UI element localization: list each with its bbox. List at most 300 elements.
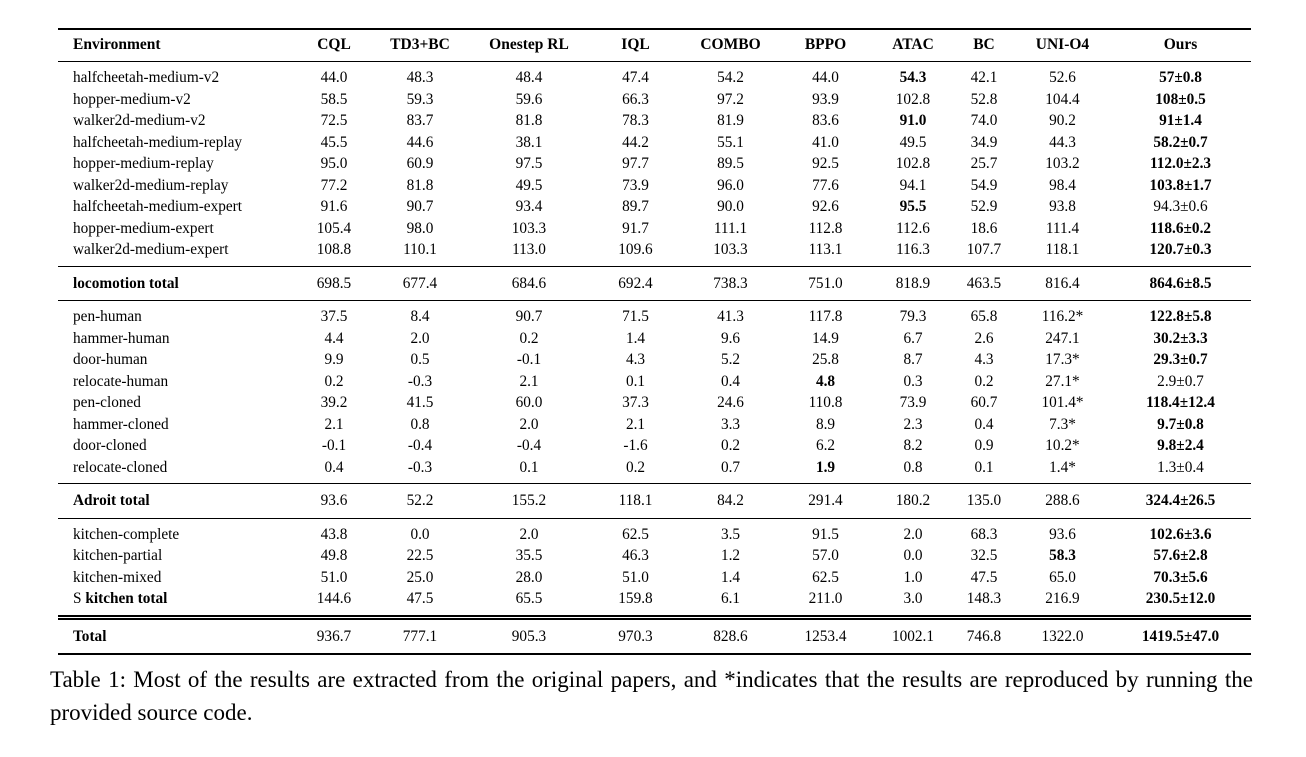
value-cell: -1.6 (623, 437, 648, 454)
value-cell: 41.3 (683, 301, 778, 328)
value-cell: 98.4 (1049, 176, 1076, 194)
column-header: Ours (1163, 36, 1198, 53)
value-cell: 57.6±2.8 (1153, 547, 1208, 564)
value-cell: 1322.0 (1015, 617, 1110, 654)
value-cell: -0.1 (321, 437, 347, 454)
value-cell: 94.3±0.6 (1153, 198, 1208, 215)
value-cell: 89.5 (717, 155, 744, 172)
value-cell: -0.3 (407, 458, 433, 476)
value-cell: 72.5 (320, 112, 348, 129)
value-cell: 105.4 (316, 219, 352, 237)
environment-cell: pen-human (58, 301, 298, 328)
value-cell: 91.6 (320, 198, 348, 215)
value-cell: 0.1 (519, 458, 539, 476)
value-cell: 73.9 (899, 394, 927, 411)
value-cell: 65.0 (1049, 568, 1076, 586)
value-cell: 65.5 (515, 590, 543, 607)
environment-cell: relocate-human (73, 372, 169, 390)
value-cell: 60.7 (970, 394, 998, 411)
value-cell: 49.5 (515, 176, 543, 194)
value-cell: 7.3* (1049, 415, 1076, 433)
value-cell: 0.5 (410, 351, 430, 368)
value-cell: 93.6 (1015, 518, 1110, 545)
value-cell: 463.5 (953, 266, 1015, 301)
value-cell: 77.2 (320, 176, 348, 194)
value-cell: 818.9 (873, 266, 953, 301)
environment-cell: kitchen-mixed (73, 568, 162, 586)
value-cell: 66.3 (622, 90, 649, 108)
value-cell: 2.0 (873, 518, 953, 545)
value-cell: 0.7 (720, 458, 741, 476)
column-header: ATAC (892, 36, 934, 53)
value-cell: 47.5 (970, 568, 998, 586)
value-cell: 44.6 (406, 133, 434, 151)
value-cell: 0.4 (324, 458, 344, 476)
value-cell: 247.1 (1045, 329, 1080, 347)
value-cell: -0.3 (407, 372, 433, 390)
value-cell: 122.8±5.8 (1110, 301, 1251, 328)
value-cell: 112.6 (896, 219, 930, 237)
value-cell: 4.4 (324, 329, 344, 347)
value-cell: 44.0 (812, 69, 839, 86)
value-cell: 81.8 (515, 112, 543, 129)
value-cell: 44.2 (622, 133, 649, 151)
environment-cell: door-cloned (73, 437, 147, 454)
value-cell: 91±1.4 (1159, 112, 1202, 129)
value-cell: 51.0 (622, 568, 649, 586)
table-row (58, 266, 1251, 301)
value-cell: 1253.4 (778, 617, 873, 654)
value-cell: 0.1 (625, 372, 646, 390)
column-header: COMBO (700, 36, 761, 53)
value-cell: 936.7 (298, 617, 370, 654)
value-cell: 57.0 (812, 547, 839, 564)
value-cell: 1.9 (815, 458, 836, 476)
value-cell: 103.3 (713, 241, 748, 258)
value-cell: 102.8 (895, 90, 931, 108)
value-cell: 79.3 (873, 301, 953, 328)
environment-cell: Total (58, 617, 298, 654)
column-header: UNI-O4 (1035, 36, 1090, 53)
value-cell: 3.5 (683, 518, 778, 545)
value-cell: 38.1 (515, 133, 543, 151)
environment-cell: door-human (73, 351, 148, 368)
value-cell: 28.0 (515, 568, 543, 586)
value-cell: 58.3 (1049, 547, 1076, 564)
value-cell: 1419.5±47.0 (1110, 617, 1251, 654)
value-cell: 751.0 (778, 266, 873, 301)
value-cell: 98.0 (406, 219, 434, 237)
value-cell: 9.8±2.4 (1157, 437, 1204, 454)
value-cell: 2.0 (470, 518, 588, 545)
value-cell: 44.0 (320, 69, 348, 86)
table-row (58, 518, 1251, 545)
value-cell: 4.3 (974, 351, 994, 368)
value-cell: 52.8 (970, 90, 998, 108)
value-cell: 17.3* (1045, 351, 1080, 368)
value-cell: 107.7 (966, 241, 1002, 258)
value-cell: 0.2 (974, 372, 994, 390)
value-cell: 1002.1 (873, 617, 953, 654)
value-cell: 101.4* (1041, 394, 1084, 411)
value-cell: 83.7 (406, 112, 434, 129)
value-cell: 73.9 (622, 176, 649, 194)
value-cell: 91.7 (622, 219, 649, 237)
value-cell: 159.8 (618, 590, 653, 607)
value-cell: 25.8 (812, 351, 839, 368)
environment-cell: hammer-cloned (73, 415, 169, 433)
table-row (58, 62, 1251, 89)
environment-cell: Adroit total (58, 484, 298, 519)
environment-cell: walker2d-medium-v2 (73, 112, 206, 129)
value-cell: 93.4 (515, 198, 543, 215)
value-cell: 9.9 (324, 351, 344, 368)
environment-cell: hopper-medium-replay (73, 155, 214, 172)
value-cell: 95.5 (899, 198, 927, 215)
value-cell: 103.2 (1045, 155, 1080, 172)
value-cell: 0.2 (625, 458, 646, 476)
value-cell: 2.1 (625, 415, 646, 433)
value-cell: 738.3 (683, 266, 778, 301)
value-cell: 58.5 (320, 90, 348, 108)
value-cell: 180.2 (873, 484, 953, 519)
value-cell: 8.9 (815, 415, 836, 433)
environment-cell: kitchen-complete (58, 518, 298, 545)
value-cell: 95.0 (320, 155, 348, 172)
value-cell: 4.3 (625, 351, 646, 368)
value-cell: 60.0 (515, 394, 543, 411)
value-cell: 48.3 (406, 69, 434, 86)
value-cell: 24.6 (717, 394, 744, 411)
value-cell: 81.8 (406, 176, 434, 194)
environment-cell: halfcheetah-medium-replay (73, 133, 243, 151)
value-cell: 677.4 (370, 266, 470, 301)
value-cell: 58.2±0.7 (1153, 133, 1208, 151)
value-cell: 2.1 (324, 415, 344, 433)
value-cell: 118.1 (588, 484, 683, 519)
table-header (58, 29, 1251, 62)
value-cell: 1.0 (903, 568, 923, 586)
environment-cell: S kitchen total (73, 590, 168, 607)
value-cell: 211.0 (808, 590, 843, 607)
environment-cell: halfcheetah-medium-expert (73, 198, 243, 215)
value-cell: 59.3 (406, 90, 434, 108)
value-cell: 41.5 (406, 394, 434, 411)
value-cell: 65.8 (953, 301, 1015, 328)
value-cell: 291.4 (778, 484, 873, 519)
value-cell: -0.4 (516, 437, 542, 454)
value-cell: 1.2 (720, 547, 741, 564)
table-row (58, 457, 1251, 484)
value-cell: 92.6 (812, 198, 839, 215)
value-cell: 42.1 (970, 69, 998, 86)
value-cell: 692.4 (588, 266, 683, 301)
value-cell: 109.6 (618, 241, 653, 258)
value-cell: 57±0.8 (1159, 69, 1202, 86)
value-cell: -0.4 (407, 437, 433, 454)
value-cell: 10.2* (1045, 437, 1080, 454)
value-cell: 111.1 (713, 219, 748, 237)
table-row (58, 371, 1251, 393)
value-cell: 62.5 (812, 568, 839, 586)
value-cell: 9.6 (720, 329, 741, 347)
environment-cell: hopper-medium-v2 (73, 90, 191, 108)
value-cell: 113.0 (512, 241, 546, 258)
value-cell: 70.3±5.6 (1153, 568, 1208, 586)
environment-cell: relocate-cloned (73, 458, 168, 476)
value-cell: 55.1 (717, 133, 744, 151)
value-cell: 3.3 (720, 415, 741, 433)
value-cell: 155.2 (470, 484, 588, 519)
value-cell: 2.0 (519, 415, 539, 433)
value-cell: 0.4 (974, 415, 994, 433)
value-cell: 34.9 (970, 133, 998, 151)
value-cell: 91.5 (778, 518, 873, 545)
column-header: Onestep RL (489, 36, 569, 53)
value-cell: 108±0.5 (1155, 90, 1206, 108)
value-cell: 30.2±3.3 (1153, 329, 1208, 347)
value-cell: 51.0 (320, 568, 348, 586)
value-cell: 905.3 (470, 617, 588, 654)
value-cell: 71.5 (588, 301, 683, 328)
environment-cell: pen-cloned (73, 394, 141, 411)
value-cell: 54.2 (717, 69, 744, 86)
table-row (58, 196, 1251, 218)
value-cell: 18.6 (970, 219, 998, 237)
value-cell: 0.2 (519, 329, 539, 347)
value-cell: 112.0±2.3 (1149, 155, 1212, 172)
value-cell: 90.0 (717, 198, 744, 215)
value-cell: 120.7±0.3 (1149, 241, 1212, 258)
value-cell: 1.4 (720, 568, 741, 586)
value-cell: 27.1* (1045, 372, 1080, 390)
value-cell: 0.8 (410, 415, 430, 433)
value-cell: 14.9 (812, 329, 839, 347)
value-cell: 90.7 (470, 301, 588, 328)
value-cell: 216.9 (1045, 590, 1080, 607)
value-cell: 29.3±0.7 (1153, 351, 1208, 368)
value-cell: 49.5 (899, 133, 927, 151)
value-cell: 59.6 (515, 90, 543, 108)
column-header: CQL (317, 36, 351, 53)
value-cell: 0.0 (903, 547, 923, 564)
value-cell: 97.2 (717, 90, 744, 108)
value-cell: 25.7 (970, 155, 998, 172)
value-cell: 0.2 (720, 437, 741, 454)
value-cell: 54.9 (970, 176, 998, 194)
value-cell: 1.4* (1049, 458, 1076, 476)
value-cell: 116.3 (896, 241, 930, 258)
value-cell: 113.1 (808, 241, 843, 258)
table-row (58, 617, 1251, 654)
value-cell: 97.5 (515, 155, 543, 172)
value-cell: 47.5 (406, 590, 434, 607)
column-header: BPPO (804, 36, 847, 53)
value-cell: 8.2 (903, 437, 923, 454)
value-cell: 47.4 (622, 69, 649, 86)
value-cell: 37.3 (622, 394, 649, 411)
environment-cell: hopper-medium-expert (73, 219, 214, 237)
value-cell: 746.8 (953, 617, 1015, 654)
table-row (58, 301, 1251, 328)
value-cell: 35.5 (515, 547, 543, 564)
value-cell: 148.3 (966, 590, 1002, 607)
value-cell: 22.5 (406, 547, 434, 564)
value-cell: 0.8 (903, 458, 923, 476)
environment-cell: kitchen-partial (73, 547, 163, 564)
value-cell: 52.9 (970, 198, 998, 215)
value-cell: 62.5 (588, 518, 683, 545)
value-cell: 49.8 (320, 547, 348, 564)
value-cell: 60.9 (406, 155, 434, 172)
value-cell: 288.6 (1015, 484, 1110, 519)
value-cell: 102.6±3.6 (1110, 518, 1251, 545)
column-header: IQL (621, 36, 650, 53)
value-cell: 0.1 (974, 458, 994, 476)
table-row (58, 435, 1251, 457)
value-cell: 5.2 (720, 351, 741, 368)
value-cell: 135.0 (953, 484, 1015, 519)
value-cell: 118.4±12.4 (1146, 394, 1215, 411)
table-row (58, 110, 1251, 132)
value-cell: 2.9±0.7 (1157, 372, 1204, 390)
value-cell: 89.7 (622, 198, 649, 215)
value-cell: 41.0 (812, 133, 839, 151)
value-cell: 2.3 (903, 415, 923, 433)
column-header: Environment (73, 36, 161, 53)
value-cell: 84.2 (683, 484, 778, 519)
value-cell: 103.3 (511, 219, 547, 237)
value-cell: 52.6 (1049, 69, 1076, 86)
value-cell: 864.6±8.5 (1110, 266, 1251, 301)
value-cell: 43.8 (298, 518, 370, 545)
value-cell: 1.3±0.4 (1157, 458, 1204, 476)
value-cell: 54.3 (899, 69, 927, 86)
value-cell: 1.4 (625, 329, 646, 347)
table-caption: Table 1: Most of the results are extracted from the original papers, and *indicates that the results are reproduced by running the provided source code. (50, 667, 1253, 725)
table-row (58, 89, 1251, 111)
value-cell: 777.1 (370, 617, 470, 654)
value-cell: 8.7 (903, 351, 923, 368)
value-cell: 46.3 (622, 547, 649, 564)
table-row (58, 218, 1251, 240)
table-row (58, 567, 1251, 589)
value-cell: 78.3 (622, 112, 649, 129)
value-cell: 93.8 (1049, 198, 1076, 215)
value-cell: 816.4 (1015, 266, 1110, 301)
value-cell: 93.6 (298, 484, 370, 519)
value-cell: 698.5 (298, 266, 370, 301)
value-cell: 103.8±1.7 (1149, 176, 1212, 194)
value-cell: 68.3 (953, 518, 1015, 545)
value-cell: 90.7 (406, 198, 434, 215)
value-cell: 104.4 (1045, 90, 1080, 108)
value-cell: 117.8 (778, 301, 873, 328)
environment-cell: walker2d-medium-expert (73, 241, 229, 258)
value-cell: 45.5 (320, 133, 348, 151)
value-cell: 111.4 (1045, 219, 1080, 237)
value-cell: 6.1 (720, 590, 741, 607)
value-cell: 96.0 (717, 176, 744, 194)
value-cell: 94.1 (899, 176, 927, 194)
table-row (58, 545, 1251, 567)
value-cell: 37.5 (298, 301, 370, 328)
value-cell: 118.6±0.2 (1149, 219, 1212, 237)
value-cell: 90.2 (1049, 112, 1076, 129)
value-cell: 81.9 (717, 112, 744, 129)
value-cell: 93.9 (812, 90, 839, 108)
value-cell: 39.2 (320, 394, 348, 411)
value-cell: 0.0 (370, 518, 470, 545)
results-table (58, 28, 1251, 655)
environment-cell: hammer-human (73, 329, 170, 347)
value-cell: 2.1 (519, 372, 539, 390)
value-cell: 6.7 (903, 329, 923, 347)
value-cell: 970.3 (588, 617, 683, 654)
value-cell: 9.7±0.8 (1157, 415, 1204, 433)
value-cell: 324.4±26.5 (1110, 484, 1251, 519)
table-row (58, 175, 1251, 197)
table-row (58, 484, 1251, 519)
value-cell: 44.3 (1049, 133, 1076, 151)
column-header: TD3+BC (390, 36, 450, 53)
header-row (58, 29, 1251, 62)
value-cell: 92.5 (812, 155, 839, 172)
table-row (58, 328, 1251, 350)
value-cell: -0.1 (516, 351, 542, 368)
value-cell: 102.8 (895, 155, 931, 172)
table-row (58, 392, 1251, 414)
environment-cell: halfcheetah-medium-v2 (73, 69, 220, 86)
value-cell: 684.6 (470, 266, 588, 301)
value-cell: 3.0 (903, 590, 923, 607)
environment-cell: locomotion total (58, 266, 298, 301)
value-cell: 97.7 (622, 155, 649, 172)
table-row (58, 349, 1251, 371)
value-cell: 230.5±12.0 (1145, 590, 1216, 607)
value-cell: 77.6 (812, 176, 839, 194)
value-cell: 6.2 (815, 437, 836, 454)
environment-cell: walker2d-medium-replay (73, 176, 229, 194)
value-cell: 48.4 (515, 69, 543, 86)
value-cell: 32.5 (970, 547, 998, 564)
value-cell: 144.6 (316, 590, 352, 607)
value-cell: 116.2* (1015, 301, 1110, 328)
table-row (58, 132, 1251, 154)
value-cell: 0.4 (720, 372, 741, 390)
value-cell: 2.6 (974, 329, 994, 347)
value-cell: 112.8 (808, 219, 843, 237)
value-cell: 0.9 (974, 437, 994, 454)
value-cell: 52.2 (370, 484, 470, 519)
value-cell: 83.6 (812, 112, 839, 129)
table-row (58, 588, 1251, 617)
value-cell: 110.1 (403, 241, 437, 258)
value-cell: 25.0 (406, 568, 434, 586)
value-cell: 110.8 (808, 394, 843, 411)
value-cell: 8.4 (370, 301, 470, 328)
value-cell: 0.2 (324, 372, 344, 390)
table-row (58, 239, 1251, 266)
value-cell: 91.0 (899, 112, 927, 129)
table-row (58, 414, 1251, 436)
value-cell: 0.3 (903, 372, 923, 390)
value-cell: 118.1 (1045, 241, 1080, 258)
value-cell: 2.0 (410, 329, 430, 347)
column-header: BC (973, 36, 995, 53)
value-cell: 108.8 (316, 241, 352, 258)
value-cell: 828.6 (683, 617, 778, 654)
